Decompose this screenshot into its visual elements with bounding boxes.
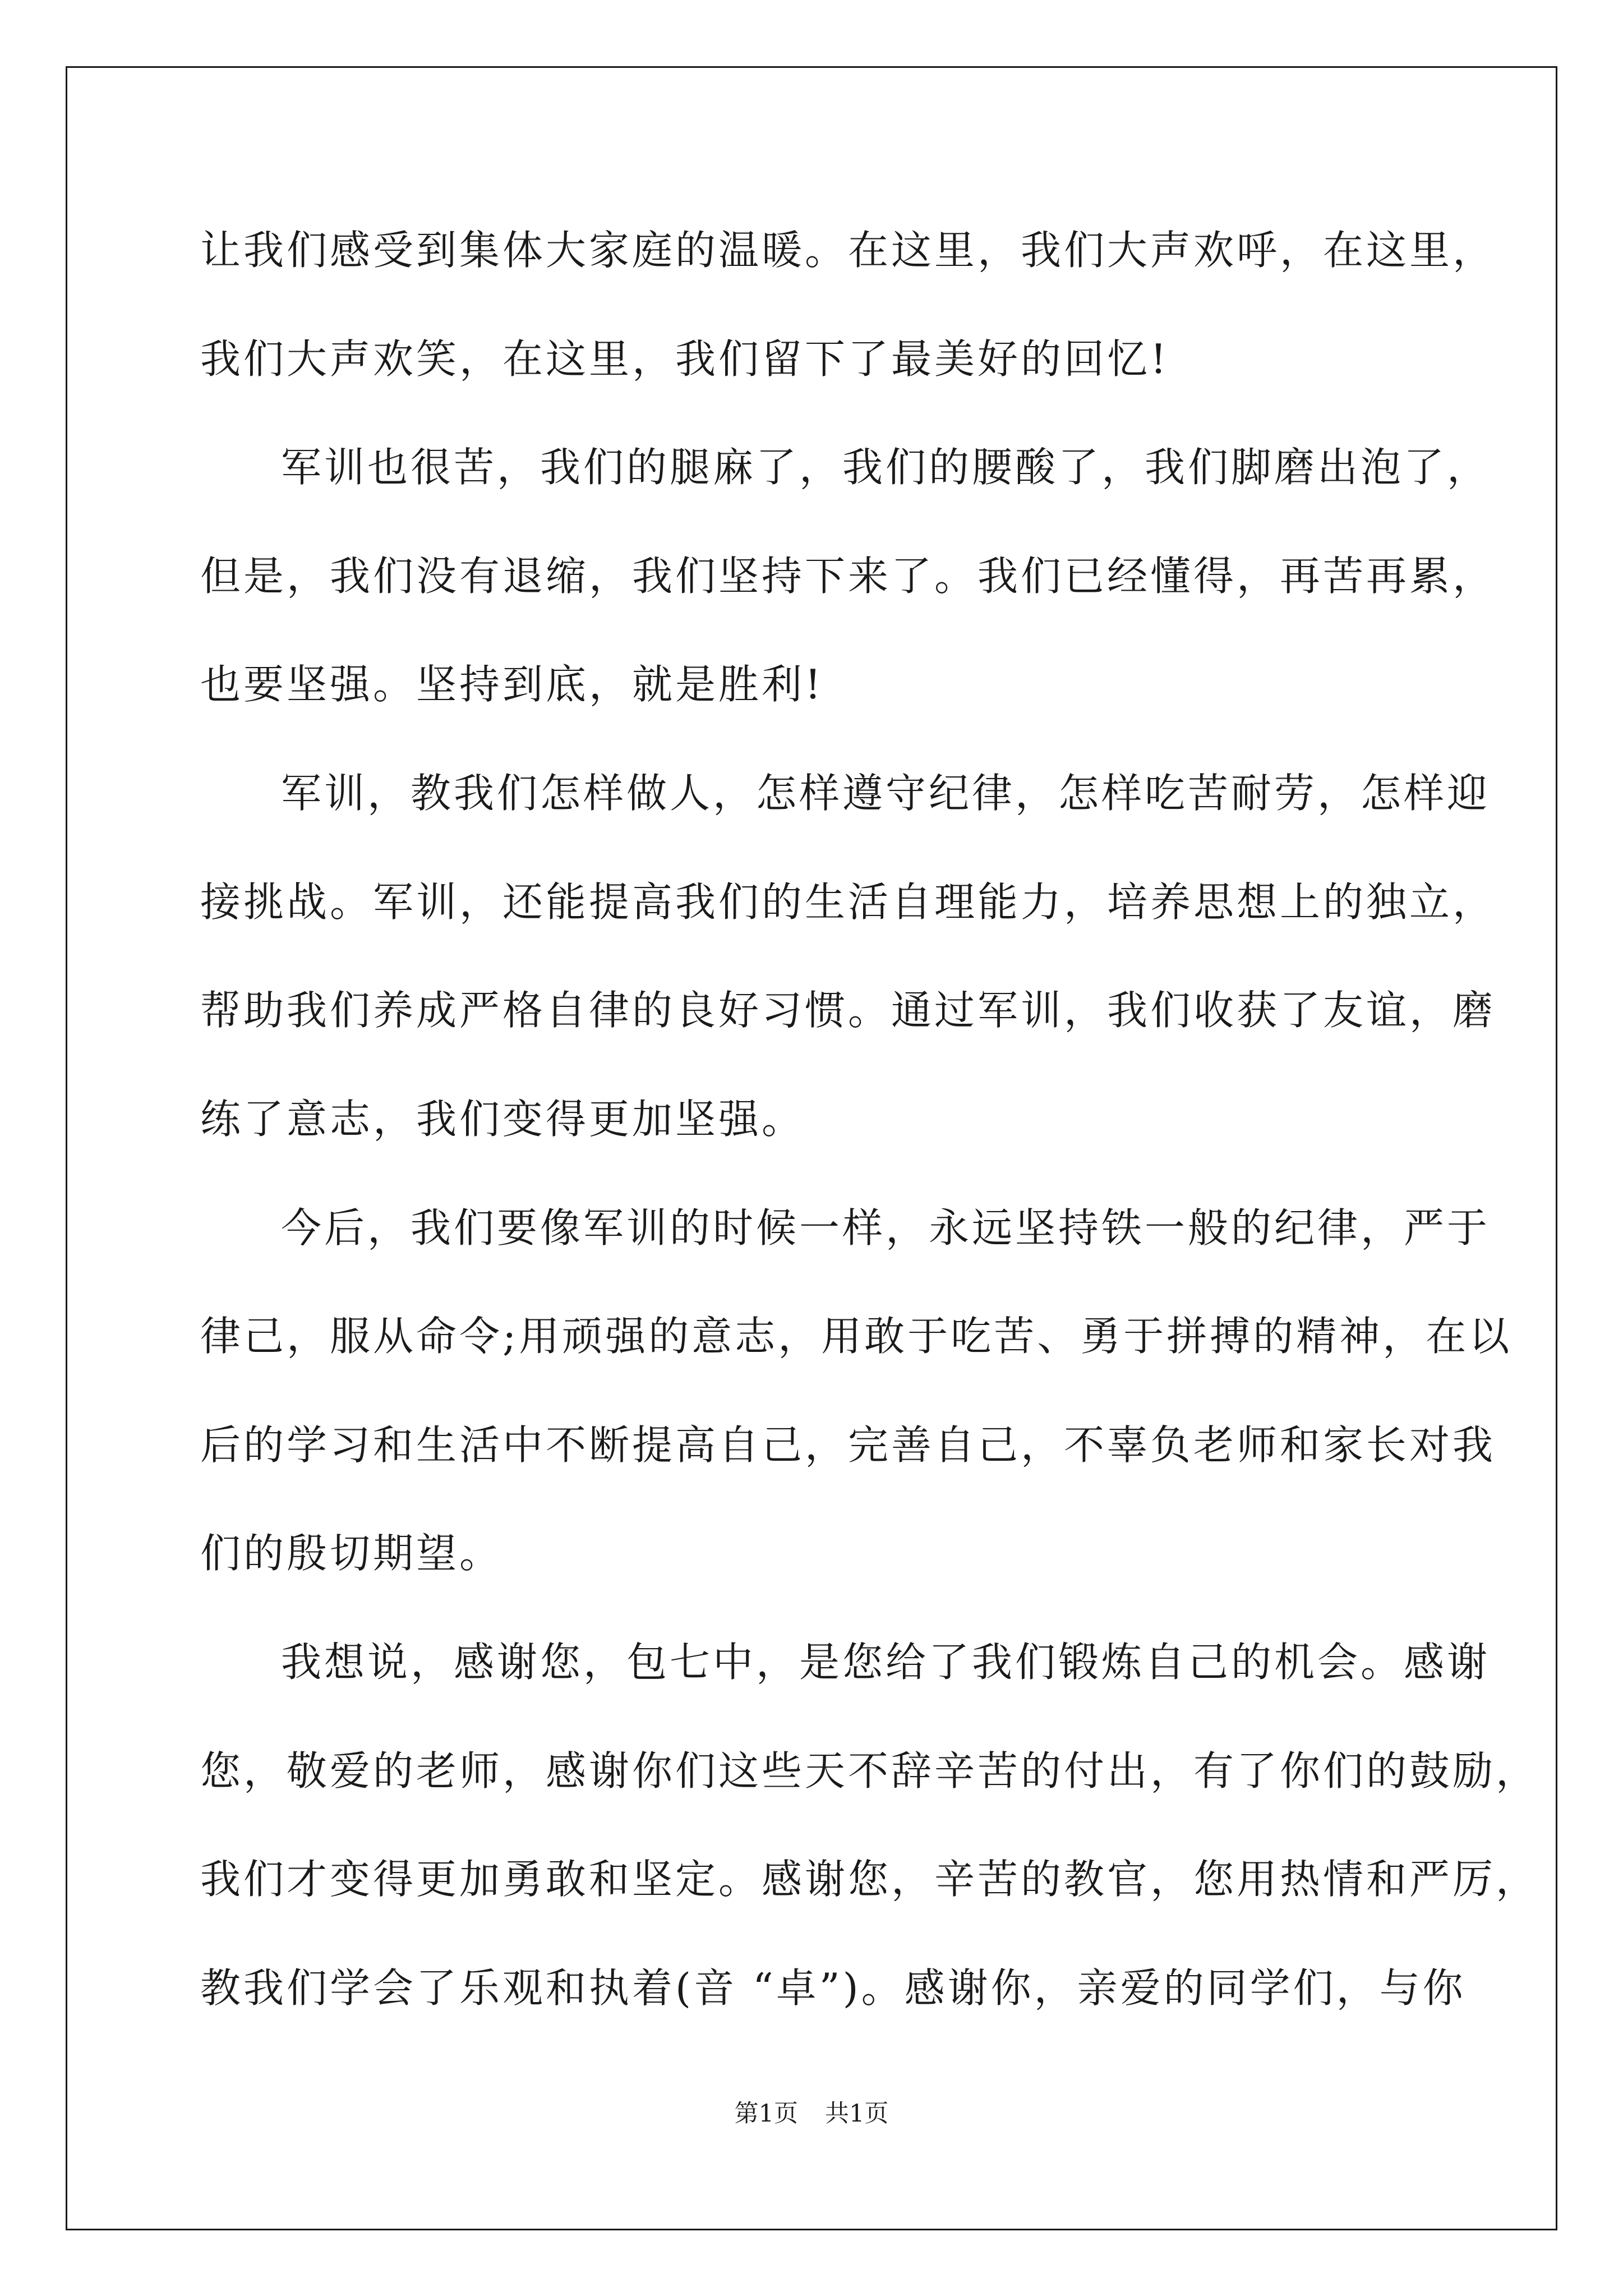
- page-total: 共1页: [825, 2100, 889, 2128]
- text-line: 我想说，感谢您，包七中，是您给了我们锻炼自己的机会。感谢: [281, 1639, 1491, 1686]
- text-line: 我们大声欢笑，在这里，我们留下了最美好的回忆!: [200, 335, 1169, 383]
- text-line: 让我们感受到集体大家庭的温暖。在这里，我们大声欢呼，在这里，: [200, 227, 1496, 274]
- text-line: 练了意志，我们变得更加坚强。: [200, 1096, 805, 1143]
- page-footer: [0, 2095, 1623, 2129]
- text-line: 但是，我们没有退缩，我们坚持下来了。我们已经懂得，再苦再累，: [200, 553, 1496, 600]
- text-line: 教我们学会了乐观和执着(音 “卓”)。感谢你，亲爱的同学们，与你: [200, 1964, 1466, 2012]
- page-number: 第1页: [734, 2100, 798, 2128]
- text-line: 律己，服从命令;用顽强的意志，用敢于吃苦、勇于拼搏的精神，在以: [200, 1313, 1513, 1360]
- text-line: 我们才变得更加勇敢和坚定。感谢您，辛苦的教官，您用热情和严厉，: [200, 1856, 1539, 1903]
- page-border: [66, 66, 1557, 2230]
- text-line: 后的学习和生活中不断提高自己，完善自己，不辜负老师和家长对我: [200, 1421, 1496, 1469]
- text-line: 接挑战。军训，还能提高我们的生活自理能力，培养思想上的独立，: [200, 878, 1496, 926]
- text-line: 军训，教我们怎样做人，怎样遵守纪律，怎样吃苦耐劳，怎样迎: [281, 770, 1491, 817]
- text-line: 也要坚强。坚持到底，就是胜利!: [200, 661, 824, 708]
- text-line: 帮助我们养成严格自律的良好习惯。通过军训，我们收获了友谊，磨: [200, 987, 1496, 1034]
- text-line: 军训也很苦，我们的腿麻了，我们的腰酸了，我们脚磨出泡了，: [281, 444, 1491, 491]
- text-line: 今后，我们要像军训的时候一样，永远坚持铁一般的纪律，严于: [281, 1204, 1491, 1251]
- text-line: 您，敬爱的老师，感谢你们这些天不辞辛苦的付出，有了你们的鼓励，: [200, 1747, 1539, 1795]
- text-line: 们的殷切期望。: [200, 1530, 503, 1577]
